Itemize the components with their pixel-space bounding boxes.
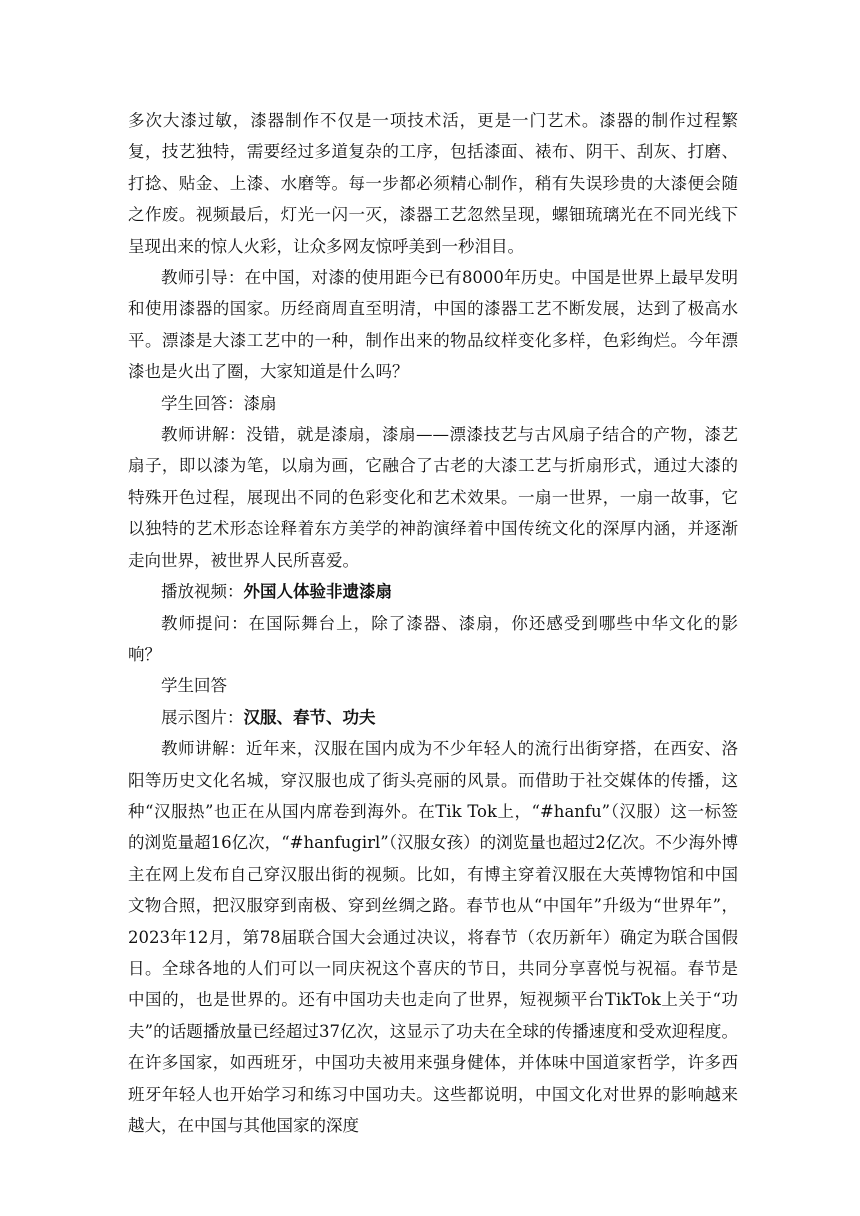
paragraph-student-answer: 学生回答 — [161, 676, 227, 696]
show-images-label: 展示图片： — [161, 707, 244, 727]
paragraph-show-images — [128, 702, 738, 733]
paragraph-student-answer-fan: 学生回答：漆扇 — [161, 393, 277, 413]
paragraph-teacher-guide: 教师引导：在中国，对漆的使用距今已有8000年历史。中国是世界上最早发明和使用漆器的国家。历经商周直至明清，中国的漆器工艺不断发展，达到了极高水平。漂漆是大漆工艺中的一种，制作出来的物品纹样变化多样，色彩绚烂。今年漂漆也是火出了圈，大家知道是什么吗？ — [128, 268, 738, 382]
paragraph-play-video — [128, 576, 738, 607]
paragraph-teacher-question: 教师提问：在国际舞台上，除了漆器、漆扇，你还感受到哪些中华文化的影响？ — [128, 613, 738, 664]
play-video-title: 外国人体验非遗漆扇 — [243, 582, 392, 602]
document-body — [128, 105, 738, 1141]
paragraph-teacher-explain-culture: 教师讲解：近年来，汉服在国内成为不少年轻人的流行出街穿搭，在西安、洛阳等历史文化名城，穿汉服也成了街头亮丽的风景。而借助于社交媒体的传播，这种“汉服热”也正在从国内席卷到海外。在Tik Tok上，“#hanfu”（汉服）这一标签的浏览量超16亿次，“#hanfugirl”（汉服女孩）的浏览量也超过2亿次。不少海外博主在网上发布自己穿汉服出街的视频。比如，有博主穿着汉服在大英博物馆和中国文物合照，把汉服穿到南极、穿到丝绸之路。春节也从“中国年”升级为“世界年”，2023年12月，第78届联合国大会通过决议，将春节（农历新年）确定为联合国假日。全球各地的人们可以一同庆祝这个喜庆的节日，共同分享喜悦与祝福。春节是中国的，也是世界的。还有中国功夫也走向了世界，短视频平台TikTok上关于“功夫”的话题播放量已经超过37亿次，这显示了功夫在全球的传播速度和受欢迎程度。在许多国家，如西班牙，中国功夫被用来强身健体，并体味中国道家哲学，许多西班牙年轻人也开始学习和练习中国功夫。这些都说明，中国文化对世界的影响越来越大，在中国与其他国家的深度 — [128, 739, 738, 1135]
play-video-label: 播放视频： — [161, 582, 244, 602]
paragraph-teacher-explain-fan: 教师讲解：没错，就是漆扇，漆扇——漂漆技艺与古风扇子结合的产物，漆艺扇子，即以漆为笔，以扇为画，它融合了古老的大漆工艺与折扇形式，通过大漆的特殊开色过程，展现出不同的色彩变化和艺术效果。一扇一世界，一扇一故事，它以独特的艺术形态诠释着东方美学的神韵演绎着中国传统文化的深厚内涵，并逐渐走向世界，被世界人民所喜爱。 — [128, 425, 738, 570]
show-images-title: 汉服、春节、功夫 — [243, 707, 376, 727]
paragraph-lacquer-craft: 多次大漆过敏，漆器制作不仅是一项技术活，更是一门艺术。漆器的制作过程繁复，技艺独特，需要经过多道复杂的工序，包括漆面、裱布、阴干、刮灰、打磨、打捻、贴金、上漆、水磨等。每一步都必须精心制作，稍有失误珍贵的大漆便会随之作废。视频最后，灯光一闪一灭，漆器工艺忽然呈现，螺钿琉璃光在不同光线下呈现出来的惊人火彩，让众多网友惊呼美到一秒泪目。 — [128, 111, 738, 256]
